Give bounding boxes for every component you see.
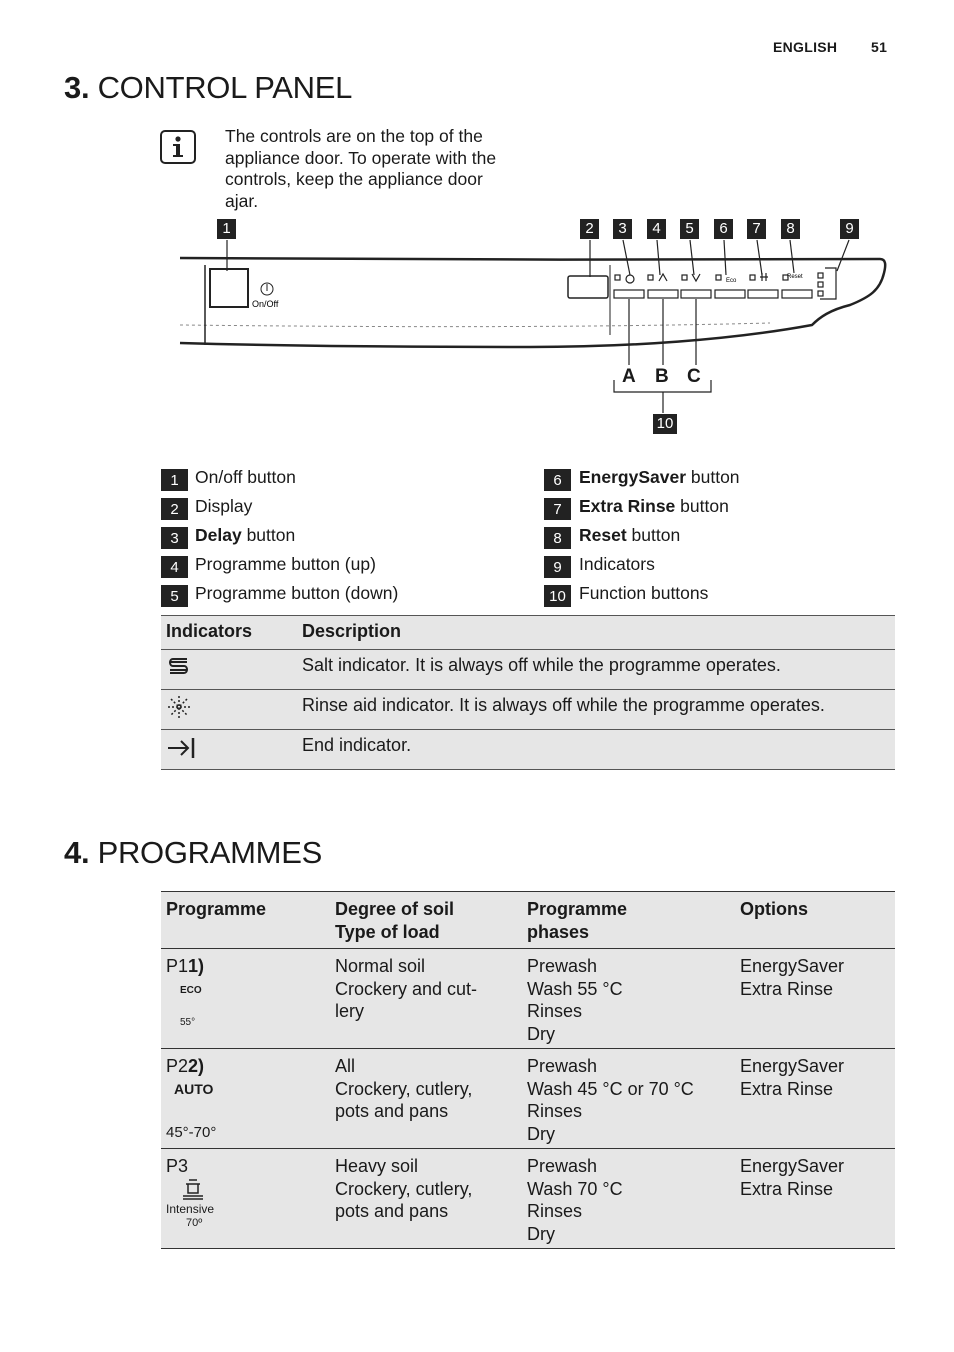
section-4-title	[64, 835, 322, 871]
reset-label: Reset	[787, 274, 803, 280]
legend-num: 1	[161, 469, 188, 491]
legend-item: Programme button (up)	[195, 554, 376, 574]
soil-cell: Heavy soil Crockery, cutlery, pots and pans	[330, 1149, 522, 1249]
legend-item: EnergySaver button	[579, 467, 740, 487]
options-cell: EnergySaver Extra Rinse	[735, 949, 895, 1049]
callout-4: 4	[647, 219, 666, 239]
programmes-table	[161, 891, 895, 1249]
legend-num: 7	[544, 498, 571, 520]
section-title-text: CONTROL PANEL	[97, 70, 353, 105]
table-row	[161, 1149, 895, 1249]
legend-num: 5	[161, 585, 188, 607]
table-header: Programme	[161, 892, 330, 949]
info-note-text: The controls are on the top of the appliance door. To operate with the controls, keep the appliance door ajar.	[225, 126, 497, 211]
section-title-text: PROGRAMMES	[97, 835, 322, 870]
callout-9: 9	[840, 219, 859, 239]
page-number: 51	[871, 39, 888, 55]
programme-cell: P3 Intensive 70º	[161, 1149, 330, 1249]
table-row	[161, 949, 895, 1049]
panel-outline	[180, 258, 885, 347]
callout-5: 5	[680, 219, 699, 239]
table-row	[161, 650, 895, 690]
table-row	[161, 1049, 895, 1149]
onoff-button-shape	[210, 269, 248, 307]
legend-item: Function buttons	[579, 583, 709, 603]
callout-7: 7	[747, 219, 766, 239]
onoff-label: On/Off	[252, 299, 279, 309]
end-description: End indicator.	[297, 730, 895, 770]
pot-icon	[180, 1178, 325, 1202]
legend-item: Display	[195, 496, 253, 516]
table-header: Indicators	[161, 616, 297, 650]
table-row	[161, 690, 895, 730]
rinse-aid-icon	[161, 690, 297, 730]
legend-item: Delay button	[195, 525, 296, 545]
display-shape	[568, 276, 608, 298]
programme-icon-label: ECO	[180, 984, 202, 996]
programme-icon-label: AUTO	[174, 1080, 214, 1097]
soil-cell: All Crockery, cutlery, pots and pans	[330, 1049, 522, 1149]
header-language: ENGLISH	[773, 39, 838, 55]
callout-2: 2	[580, 219, 599, 239]
callout-6: 6	[714, 219, 733, 239]
legend-item: On/off button	[195, 467, 296, 487]
info-icon	[160, 130, 196, 164]
legend-num: 9	[544, 556, 571, 578]
callout-3: 3	[613, 219, 632, 239]
section-number: 3.	[64, 70, 90, 105]
section-3-title	[64, 70, 352, 106]
callout-8: 8	[781, 219, 800, 239]
table-header: Description	[297, 616, 895, 650]
legend-item: Extra Rinse button	[579, 496, 729, 516]
svg-text:Eco: Eco	[726, 278, 737, 284]
table-header: Degree of soil Type of load	[330, 892, 522, 949]
programme-cell: P22) AUTO 45°-70°	[161, 1049, 330, 1149]
phases-cell: Prewash Wash 55 °C Rinses Dry	[522, 949, 735, 1049]
programme-cell: P11) ECO 55°	[161, 949, 330, 1049]
legend-num: 10	[544, 585, 571, 607]
programme-icon-label: Intensive	[166, 1201, 215, 1216]
table-row	[161, 730, 895, 770]
legend-item: Reset button	[579, 525, 681, 545]
legend-num: 4	[161, 556, 188, 578]
sub-label-b: B	[655, 366, 669, 387]
sub-label-c: C	[687, 366, 701, 387]
indicators-table	[161, 615, 895, 770]
legend-item: Indicators	[579, 554, 655, 574]
salt-description: Salt indicator. It is always off while the programme operates.	[297, 650, 895, 690]
table-header: Programme phases	[522, 892, 735, 949]
legend-num: 3	[161, 527, 188, 549]
phases-cell: Prewash Wash 45 °C or 70 °C Rinses Dry	[522, 1049, 735, 1149]
sub-label-a: A	[622, 366, 636, 387]
salt-icon	[161, 650, 297, 690]
callout-1: 1	[217, 219, 236, 239]
options-cell: EnergySaver Extra Rinse	[735, 1049, 895, 1149]
phases-cell: Prewash Wash 70 °C Rinses Dry	[522, 1149, 735, 1249]
legend-num: 2	[161, 498, 188, 520]
rinse-aid-description: Rinse aid indicator. It is always off while the programme operates.	[297, 690, 895, 730]
options-cell: EnergySaver Extra Rinse	[735, 1149, 895, 1249]
control-panel-diagram	[170, 215, 900, 445]
table-header: Options	[735, 892, 895, 949]
soil-cell: Normal soil Crockery and cut- lery	[330, 949, 522, 1049]
legend-item: Programme button (down)	[195, 583, 399, 603]
programme-temp: 70º	[186, 1216, 203, 1229]
section-number: 4.	[64, 835, 90, 870]
end-icon	[161, 730, 297, 770]
programme-temp: 45°-70°	[166, 1124, 217, 1141]
callout-10: 10	[653, 414, 677, 434]
programme-temp: 55°	[180, 1017, 196, 1028]
legend-num: 8	[544, 527, 571, 549]
legend-num: 6	[544, 469, 571, 491]
